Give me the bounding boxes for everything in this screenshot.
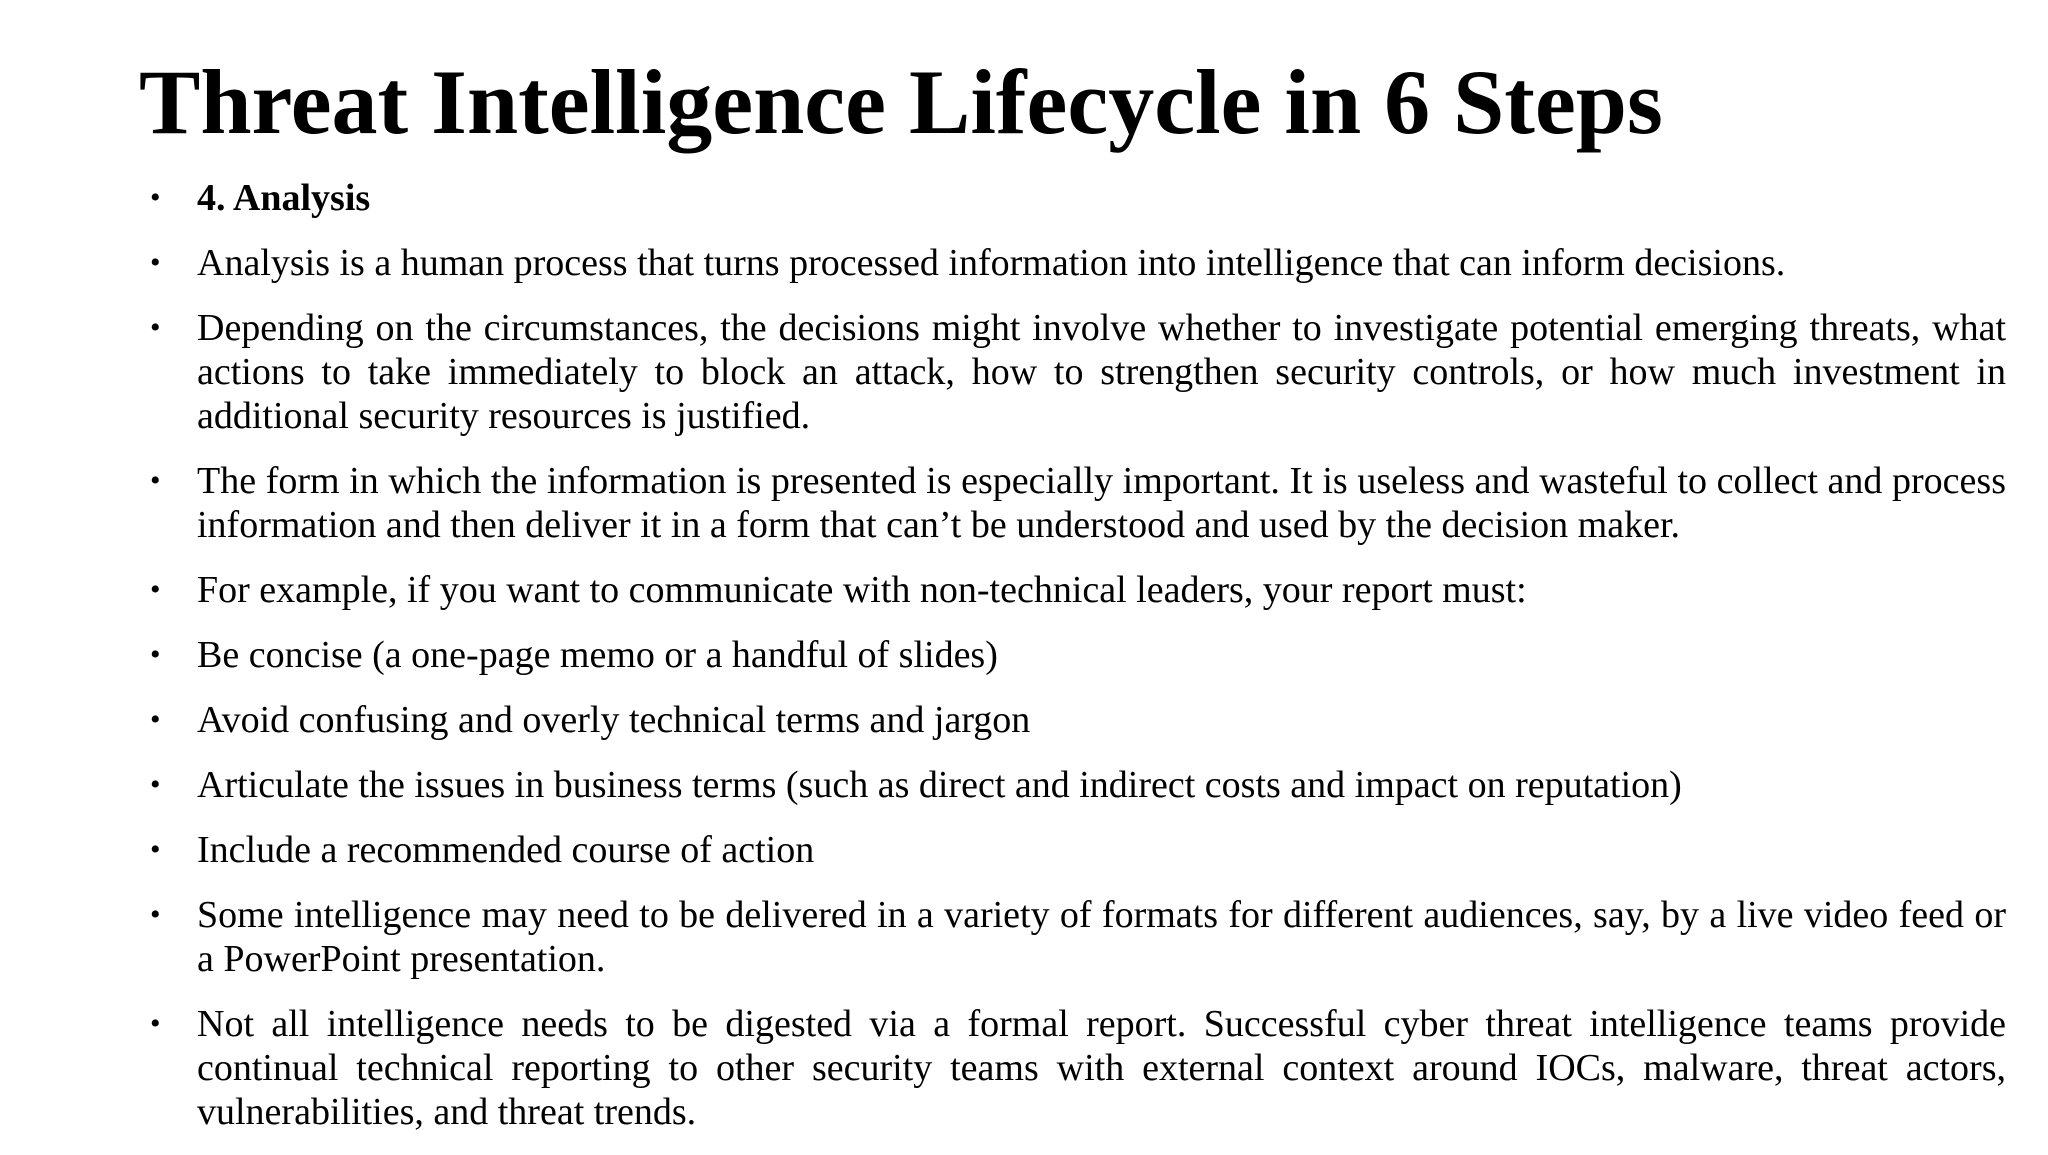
bullet-text: Avoid confusing and overly technical terms and jargon [197, 699, 1031, 741]
bullet-text: Not all intelligence needs to be digested via a formal report. Successful cyber threat intelligence teams provide continual technical reporting to other security teams with external context around IOCs, malware, threat actors, vulnerabilities, and threat trends. [197, 1003, 2006, 1133]
bullet-dot-icon: • [150, 311, 161, 344]
bullet-dot-icon: • [150, 833, 161, 866]
bullet-item [150, 633, 2006, 677]
bullet-item [150, 698, 2006, 742]
slide-title: Threat Intelligence Lifecycle in 6 Steps [139, 51, 1663, 153]
bullet-dot-icon: • [150, 464, 161, 497]
bullet-item [150, 459, 2006, 547]
bullet-dot-icon: • [150, 703, 161, 736]
bullet-text: The form in which the information is presented is especially important. It is useless and wasteful to collect and process information and then deliver it in a form that can’t be understood and used by the decision maker. [197, 460, 2006, 546]
bullet-dot-icon: • [150, 246, 161, 279]
bullet-list [150, 176, 2006, 1155]
bullet-text: For example, if you want to communicate with non-technical leaders, your report must: [197, 569, 1527, 611]
bullet-dot-icon: • [150, 898, 161, 931]
bullet-item [150, 763, 2006, 807]
bullet-dot-icon: • [150, 1007, 161, 1040]
bullet-item [150, 306, 2006, 438]
bullet-text: Articulate the issues in business terms (such as direct and indirect costs and impact on reputation) [197, 764, 1682, 806]
bullet-text: 4. Analysis [197, 177, 371, 219]
bullet-text: Include a recommended course of action [197, 829, 815, 871]
bullet-text: Be concise (a one-page memo or a handful of slides) [197, 634, 998, 676]
bullet-text: Analysis is a human process that turns processed information into intelligence that can inform decisions. [197, 242, 1786, 284]
bullet-item [150, 828, 2006, 872]
bullet-dot-icon: • [150, 181, 161, 214]
bullet-text: Depending on the circumstances, the decisions might involve whether to investigate potential emerging threats, what actions to take immediately to block an attack, how to strengthen security controls, or how much investment in additional security resources is justified. [197, 307, 2006, 437]
bullet-item [150, 568, 2006, 612]
bullet-text: Some intelligence may need to be delivered in a variety of formats for different audiences, say, by a live video feed or a PowerPoint presentation. [197, 894, 2006, 980]
bullet-item [150, 893, 2006, 981]
bullet-item [150, 176, 2006, 220]
bullet-item [150, 1002, 2006, 1134]
bullet-item [150, 241, 2006, 285]
bullet-dot-icon: • [150, 573, 161, 606]
bullet-dot-icon: • [150, 768, 161, 801]
bullet-dot-icon: • [150, 638, 161, 671]
